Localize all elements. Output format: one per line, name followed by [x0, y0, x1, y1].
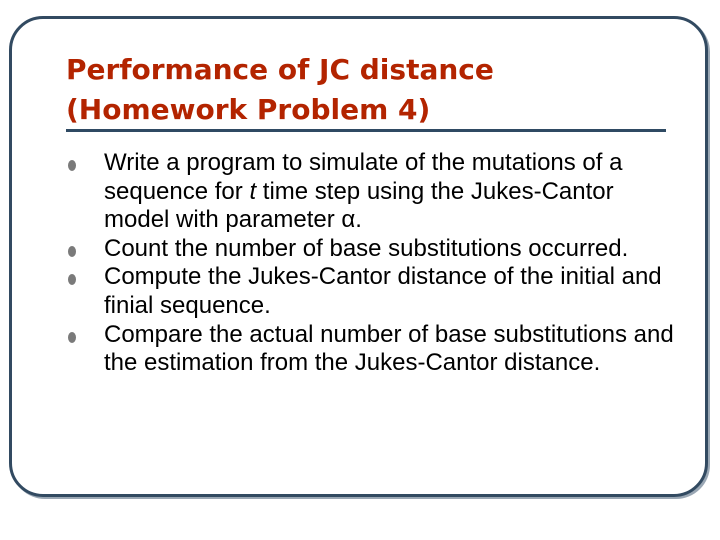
bullet-item-count-substitutions: [64, 235, 674, 264]
bullet-icon: [68, 274, 76, 285]
bullet-item-write-program: [64, 149, 674, 235]
bullet-text: Count the number of base substitutions occurred.: [104, 234, 629, 262]
bullet-icon: [68, 332, 76, 343]
bullet-list: [64, 149, 674, 378]
bullet-item-compare-estimation: [64, 321, 674, 378]
bullet-icon: [68, 160, 76, 171]
title-divider: [66, 129, 666, 132]
bullet-text: Compare the actual number of base substitutions and the estimation from the Jukes-Cantor distance.: [104, 320, 674, 377]
bullet-icon: [68, 246, 76, 257]
bullet-emphasis: t: [249, 177, 257, 205]
bullet-item-compute-distance: [64, 263, 674, 320]
slide-title: Performance of JC distance (Homework Problem 4): [66, 53, 494, 126]
bullet-text: Compute the Jukes-Cantor distance of the initial and finial sequence.: [104, 263, 662, 319]
bullet-text-continued: time step using the Jukes-Cantor model with parameter α.: [104, 177, 614, 234]
bullet-text: Write a program to simulate of the mutations of a sequence for: [104, 149, 623, 205]
